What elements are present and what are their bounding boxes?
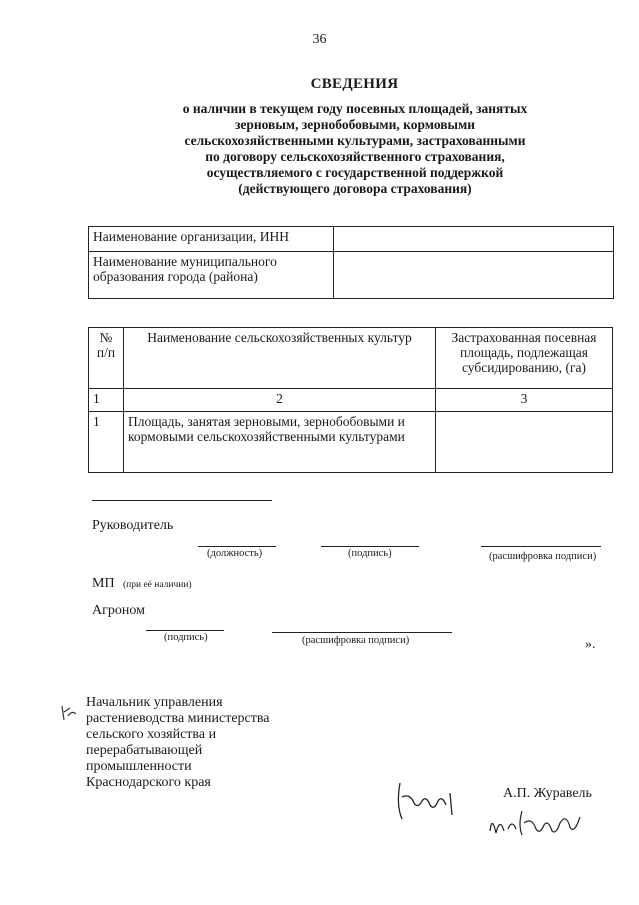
crops-table	[88, 327, 613, 473]
table-row	[89, 412, 613, 473]
agronomist-signature-caption: (подпись)	[164, 632, 208, 643]
subtitle-line: осуществляемого с государственной поддержкой	[206, 165, 504, 180]
head-position-caption: (должность)	[207, 548, 263, 559]
agronomist-decoding-caption: (расшифровка подписи)	[302, 635, 410, 646]
organization-table	[88, 226, 614, 299]
org-name-row	[89, 227, 614, 252]
header-insured-area: Застрахованная посевная площадь, подлежащая субсидированию, (га)	[436, 328, 613, 389]
chief-title-line: сельского хозяйства и	[86, 727, 217, 742]
subtitle-line: сельскохозяйственными культурами, застрахованными	[184, 133, 526, 148]
chief-title-line: Начальник управления	[86, 695, 223, 710]
row-insured-area[interactable]	[436, 412, 613, 473]
handwritten-signature-2	[486, 805, 586, 841]
row-crop-name: Площадь, занятая зерновыми, зернобобовыми и кормовыми сельскохозяйственными культурами	[124, 412, 436, 473]
subtitle-line: по договору сельскохозяйственного страхования,	[205, 149, 505, 164]
row-number: 1	[89, 412, 124, 473]
subtitle-line: зерновым, зернобобовыми, кормовыми	[234, 117, 476, 132]
subtitle-line: (действующего договора страхования)	[238, 181, 472, 196]
separator-line	[92, 500, 272, 501]
crops-numbering-row	[89, 389, 613, 412]
header-number: № п/п	[89, 328, 124, 389]
chief-title	[86, 695, 270, 791]
subtitle-line: о наличии в текущем году посевных площадей, занятых	[182, 101, 528, 116]
head-signature-line[interactable]	[321, 546, 419, 547]
chief-title-line: растениеводства министерства	[86, 711, 270, 726]
municipality-label: Наименование муниципального образования города (района)	[89, 252, 334, 299]
municipality-value[interactable]	[334, 252, 614, 299]
document-subtitle	[90, 101, 620, 197]
agronomist-label: Агроном	[92, 603, 145, 618]
chief-title-line: Краснодарского края	[86, 775, 211, 790]
chief-name: А.П. Журавель	[503, 786, 592, 801]
closing-quote: ».	[585, 637, 596, 652]
municipality-row	[89, 252, 614, 299]
agronomist-signature-line[interactable]	[146, 630, 224, 631]
stamp-label: МП	[92, 576, 115, 591]
column-number-2: 2	[124, 389, 436, 412]
chief-title-line: промышленности	[86, 759, 192, 774]
org-name-value[interactable]	[334, 227, 614, 252]
org-name-label: Наименование организации, ИНН	[89, 227, 334, 252]
agronomist-decoding-line[interactable]	[272, 632, 452, 633]
column-number-3: 3	[436, 389, 613, 412]
header-crop-name: Наименование сельскохозяйственных культур	[124, 328, 436, 389]
head-label: Руководитель	[92, 518, 174, 533]
crops-header-row	[89, 328, 613, 389]
chief-title-line: перерабатывающей	[86, 743, 203, 758]
handwritten-signature-1	[392, 775, 462, 825]
head-decoding-caption: (расшифровка подписи)	[489, 551, 597, 562]
column-number-1: 1	[89, 389, 124, 412]
page-number: 36	[312, 32, 327, 47]
document-title: СВЕДЕНИЯ	[310, 76, 399, 92]
stamp-note: (при её наличии)	[123, 580, 192, 590]
approval-mark-icon	[58, 702, 80, 724]
head-decoding-line[interactable]	[481, 546, 601, 547]
head-position-line[interactable]	[198, 546, 276, 547]
head-signature-caption: (подпись)	[348, 548, 392, 559]
